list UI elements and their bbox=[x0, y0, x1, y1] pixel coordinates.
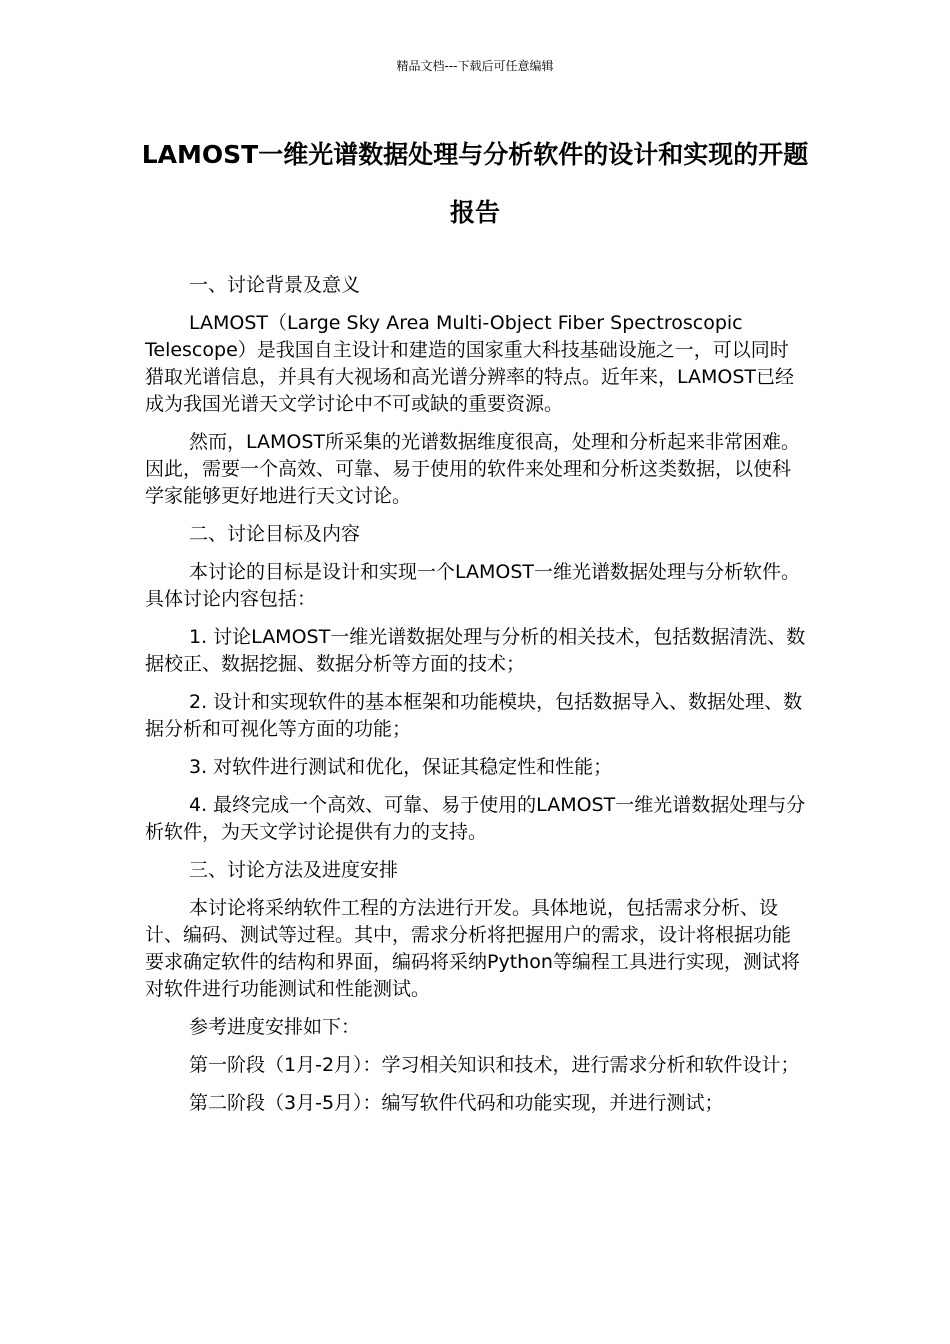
schedule-phase-1: 第一阶段（1月-2月）：学习相关知识和技术，进行需求分析和软件设计； bbox=[189, 1054, 800, 1076]
section-heading-methods: 三、讨论方法及进度安排 bbox=[189, 859, 399, 881]
paragraph-lamost-intro: LAMOST（Large Sky Area Multi-Object Fiber Spectroscopic Telescope）是我国自主设计和建造的国家重大科技基础设施之一，可以同时猎取光谱信息，并具有大视场和高光谱分辨率的特点。近年来，LAMOST已经成为我国光谱天文学讨论中不可或缺的重要资源。 bbox=[145, 312, 795, 415]
list-item-1: 1. 讨论LAMOST一维光谱数据处理与分析的相关技术，包括数据清洗、数据校正、数据挖掘、数据分析等方面的技术； bbox=[145, 626, 806, 675]
section-heading-goals: 二、讨论目标及内容 bbox=[189, 523, 361, 545]
paragraph-methods: 本讨论将采纳软件工程的方法进行开发。具体地说，包括需求分析、设计、编码、测试等过程。其中，需求分析将把握用户的需求，设计将根据功能要求确定软件的结构和界面，编码将采纳Python等编程工具进行实现，测试将对软件进行功能测试和性能测试。 bbox=[145, 897, 800, 1000]
list-item-4: 4. 最终完成一个高效、可靠、易于使用的LAMOST一维光谱数据处理与分析软件，为天文学讨论提供有力的支持。 bbox=[145, 794, 806, 843]
list-item-3: 3. 对软件进行测试和优化，保证其稳定性和性能； bbox=[189, 756, 613, 778]
schedule-phase-2: 第二阶段（3月-5月）：编写软件代码和功能实现，并进行测试； bbox=[189, 1092, 724, 1114]
document-title: LAMOST一维光谱数据处理与分析软件的设计和实现的开题报告 bbox=[141, 140, 809, 227]
paragraph-goals-intro: 本讨论的目标是设计和实现一个LAMOST一维光谱数据处理与分析软件。具体讨论内容包括： bbox=[145, 561, 801, 610]
list-item-2: 2. 设计和实现软件的基本框架和功能模块，包括数据导入、数据处理、数据分析和可视化等方面的功能； bbox=[145, 691, 803, 740]
document-body bbox=[145, 272, 807, 1128]
page-header-note: 精品文档---下载后可任意编辑 bbox=[396, 59, 554, 73]
paragraph-schedule-intro: 参考进度安排如下： bbox=[189, 1016, 361, 1038]
section-heading-background: 一、讨论背景及意义 bbox=[189, 274, 361, 296]
paragraph-data-difficulty: 然而，LAMOST所采集的光谱数据维度很高，处理和分析起来非常困难。因此，需要一个高效、可靠、易于使用的软件来处理和分析这类数据，以使科学家能够更好地进行天文讨论。 bbox=[145, 431, 801, 507]
